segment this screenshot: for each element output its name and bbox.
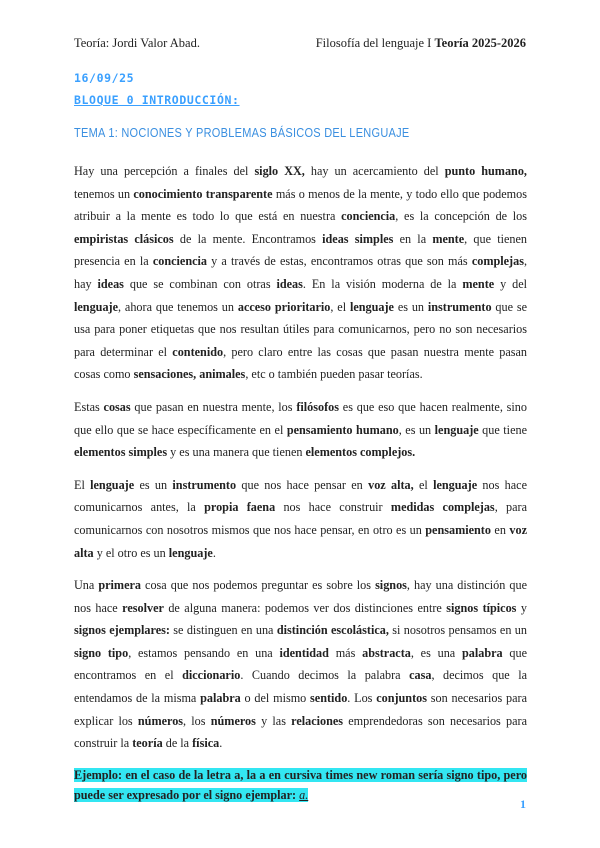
example-highlight [74, 768, 527, 802]
bold-term: signos [375, 578, 407, 593]
header-author: Teoría: Jordi Valor Abad. [74, 36, 200, 50]
bold-term: distinción escolástica, [276, 623, 389, 638]
bold-term: voz alta [74, 522, 527, 560]
bold-term: elementos complejos. [305, 445, 416, 460]
text-run: hay un acercamiento del [304, 164, 445, 178]
text-run: emprendedoras son necesarios para construir la [74, 713, 527, 751]
text-run: , es la concepción de los [395, 209, 527, 224]
bold-term: palabra [200, 691, 241, 706]
bold-term: lenguaje [433, 477, 478, 492]
bold-term: pensamiento humano [286, 422, 399, 437]
text-run: , hay una distinción que nos hace [74, 578, 527, 615]
bold-term: signos típicos [446, 600, 517, 615]
text-run: tenemos un [74, 186, 134, 201]
paragraphs [74, 160, 527, 755]
bold-term: física [192, 736, 220, 751]
text-run: nos hace construir [275, 500, 391, 515]
bold-term: sensaciones, animales [133, 367, 246, 382]
bold-term: identidad [279, 645, 329, 660]
bold-term: números [210, 713, 256, 728]
paragraph [74, 160, 527, 386]
bold-term: números [137, 713, 184, 728]
text-run: cosa que nos podemos preguntar es sobre los [141, 578, 376, 593]
text-run: , ahora que tenemos un [118, 299, 238, 314]
paragraph [74, 474, 527, 564]
text-run: y el otro es un [93, 545, 169, 560]
header-course [316, 36, 526, 51]
text-run: más [328, 645, 363, 660]
text-run: y [516, 600, 527, 615]
header-course-year: Teoría 2025-2026 [434, 36, 526, 50]
bold-term: resolver [122, 600, 164, 615]
bold-term: instrumento [172, 477, 237, 492]
text-run: nos hace comunicarnos antes, la [74, 477, 527, 515]
text-run: si nosotros pensamos en un [388, 623, 527, 638]
text-run: . [219, 736, 223, 751]
text-run: de la mente. Encontramos [173, 231, 323, 246]
text-run: , pero claro entre las cosas que pasan nuestra mente pasan cosas como [74, 344, 527, 382]
bold-term: siglo XX, [254, 164, 305, 178]
bold-term: lenguaje [434, 422, 479, 437]
bold-term: ideas [97, 276, 124, 291]
text-run: que nos hace pensar en [236, 477, 369, 492]
bold-term: teoría [132, 736, 163, 751]
text-run: , estamos pensando en una [128, 645, 280, 660]
text-run: y las [255, 713, 292, 728]
text-run: es que eso que hacen realmente, sino que ello que se hace específicamente en el [74, 399, 527, 437]
topic-title: TEMA 1: NOCIONES Y PROBLEMAS BÁSICOS DEL LENGUAJE [74, 126, 410, 140]
text-run: en la [393, 231, 433, 246]
text-run: , hay [74, 254, 527, 291]
text-run: se distinguen en una [169, 623, 277, 638]
bold-term: conciencia [152, 254, 207, 269]
text-run: es un [393, 299, 428, 314]
text-run: de alguna manera: podemos ver dos distinciones entre [163, 600, 447, 615]
header-course-name: Filosofía del lenguaje I [315, 36, 435, 50]
text-run: el [413, 477, 434, 492]
bold-term: diccionario [182, 668, 241, 683]
bold-term: cosas [103, 399, 131, 414]
text-run: Una [74, 578, 99, 593]
text-run: que se combinan con otras [123, 276, 277, 291]
bold-term: pensamiento [425, 522, 491, 537]
bold-term: lenguaje [349, 299, 394, 314]
bold-term: conocimiento transparente [133, 186, 273, 201]
text-run: que pasan en nuestra mente, los [130, 399, 297, 414]
bold-term: relaciones [291, 713, 344, 728]
text-run: que tiene [478, 422, 527, 437]
text-run: y a través de estas, encontramos otras que son más [206, 254, 472, 269]
bold-term: ideas simples [322, 231, 394, 246]
text-run: Estas [74, 399, 104, 414]
page-header [74, 36, 526, 51]
text-run: más o menos de la mente, y todo ello que podemos atribuir a la mente es todo lo que está en nuestra [74, 186, 527, 224]
lecture-date: 16/09/25 [74, 71, 135, 85]
block-title: BLOQUE 0 INTRODUCCIÓN: [74, 93, 240, 107]
text-run: , para comunicarnos con nosotros mismos que nos hace pensar, en otro es un [74, 500, 527, 537]
example-paragraph [74, 765, 527, 805]
page-number: 1 [520, 797, 526, 811]
bold-term: sentido [310, 691, 348, 706]
bold-term: mente [432, 231, 465, 246]
example-italic: a. [299, 787, 309, 802]
text-run: y del [494, 276, 527, 291]
text-run: en [490, 522, 510, 537]
bold-term: abstracta [362, 645, 411, 660]
paragraph [74, 396, 527, 464]
text-run: de la [162, 736, 193, 751]
bold-term: voz alta, [368, 477, 414, 492]
text-run: , decimos que la entendamos de la misma [74, 668, 528, 706]
text-run: que se usa para poner etiquetas que nos resultan útiles para comunicarnos, pero no son necesarios para determinar el [74, 299, 528, 359]
text-run: , etc o también pueden pasar teorías. [245, 367, 423, 382]
bold-term: conjuntos [376, 691, 427, 706]
bold-term: elementos simples [74, 445, 168, 460]
bold-term: primera [98, 578, 141, 593]
bold-term: lenguaje [168, 545, 213, 560]
bold-term: lenguaje [74, 299, 119, 314]
text-run: , es una [410, 645, 462, 660]
text-run: y es una manera que tienen [167, 445, 306, 460]
text-run: , el [330, 299, 350, 314]
document-body [74, 160, 527, 805]
paragraph [74, 574, 527, 755]
bold-term: mente [462, 276, 495, 291]
bold-term: medidas complejas [390, 500, 495, 515]
bold-term: casa [409, 668, 432, 683]
bold-term: contenido [172, 344, 224, 359]
bold-term: empiristas clásicos [74, 231, 174, 246]
bold-term: complejas [471, 254, 524, 269]
text-run: , es un [398, 422, 435, 437]
bold-term: ideas [276, 276, 303, 291]
bold-term: acceso prioritario [237, 299, 331, 314]
example-text: Ejemplo: en el caso de la letra a, la a en cursiva times new roman sería signo tipo, pero puede ser expresado por el signo ejemplar: [74, 767, 527, 802]
text-run: , que tienen presencia en la [74, 231, 527, 269]
text-run: El [74, 477, 91, 492]
bold-term: propia faena [204, 500, 276, 515]
bold-term: instrumento [427, 299, 492, 314]
text-run: que encontramos en el [74, 645, 527, 683]
text-run: o del mismo [240, 691, 311, 706]
text-run: . Cuando decimos la palabra [240, 668, 410, 683]
text-run: son necesarios para explicar los [74, 691, 527, 728]
text-run: . En la visión moderna de la [302, 276, 463, 291]
text-run: , los [183, 713, 211, 728]
bold-term: signos ejemplares: [74, 623, 170, 638]
text-run: . Los [347, 691, 377, 706]
bold-term: signo tipo [74, 645, 129, 660]
text-run: Hay una percepción a finales del [74, 164, 255, 178]
bold-term: conciencia [341, 209, 396, 224]
bold-term: punto humano, [444, 164, 527, 178]
text-run: es un [134, 477, 173, 492]
bold-term: lenguaje [90, 477, 135, 492]
text-run: . [212, 545, 216, 560]
bold-term: palabra [461, 645, 503, 660]
bold-term: filósofos [296, 399, 339, 414]
